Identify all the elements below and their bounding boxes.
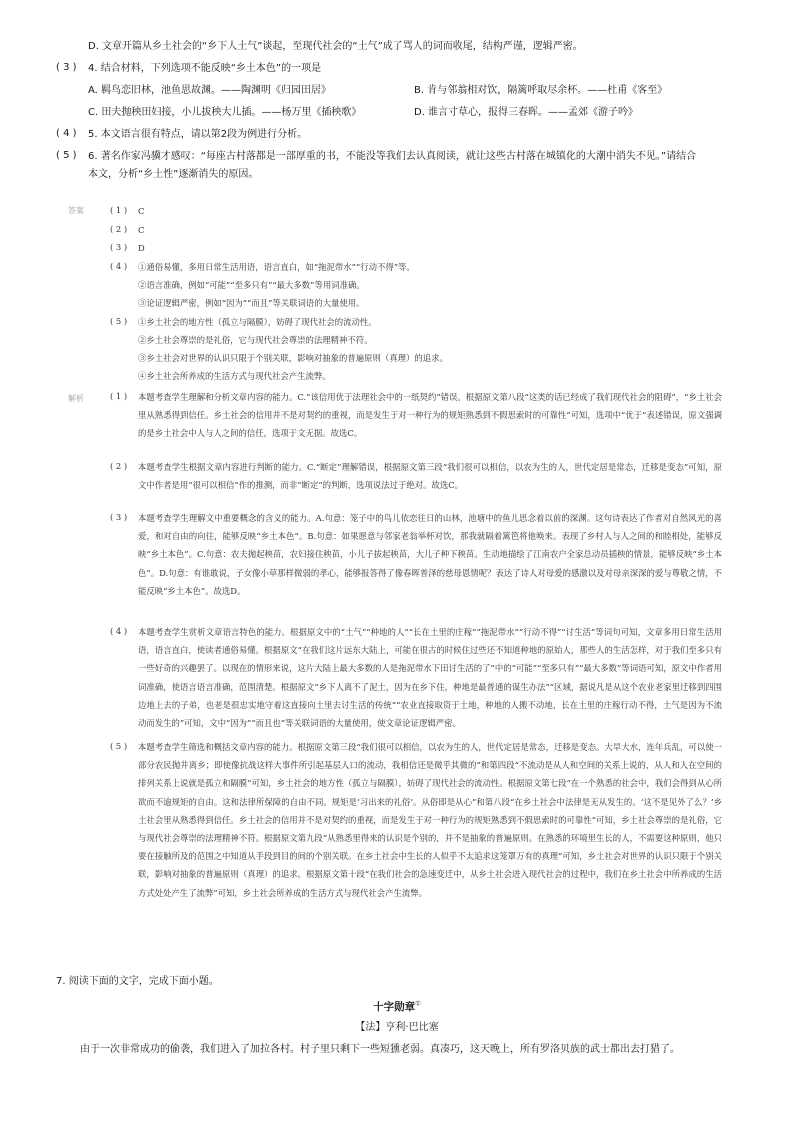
analysis-number: ( 2 ) (110, 461, 128, 471)
subquestion-number: ( 4 ) (56, 128, 77, 139)
option-c: C. 田夫抛秧田妇接，小儿拔秧大儿插。——杨万里《插秧歌》 (88, 107, 362, 118)
story-title (0, 999, 794, 1014)
question-text-line2: 本文，分析“乡土性”逐渐消失的原因。 (88, 169, 259, 180)
answer-text: D (138, 243, 145, 253)
option-b: B. 肯与邻翁相对饮，隔篱呼取尽余杯。——杜甫《客至》 (414, 85, 668, 96)
analysis-number: ( 1 ) (110, 391, 128, 401)
analysis-number: ( 4 ) (110, 626, 128, 636)
question-text-line1: 6. 著名作家冯骥才感叹：“每座古村落都是一部厚重的书，不能没等我们去认真阅读，就让这些古村落在城镇化的大潮中消失不见。”请结合 (88, 151, 697, 162)
answer-text: ①乡土社会的地方性（孤立与隔膜），妨碍了现代社会的流动性。 (138, 317, 377, 327)
answer-text: ④乡土社会所养成的生活方式与现代社会产生流弊。 (138, 371, 331, 381)
answer-number: ( 3 ) (110, 242, 128, 252)
answer-tag: 答案 (68, 206, 84, 215)
question-text: 5. 本文语言很有特点，请以第2段为例进行分析。 (88, 129, 308, 140)
analysis-text: 本题考查学生筛选和概括文章内容的能力。根据原文第三段“我们很可以相信，以农为生的人，世代定居是常态，迁移是变态。大旱大水，连年兵乱，可以使一部分农民抛井离乡；即使像抗战这样大事件所引起基层人口的流动，我相信还是微乎其微的”和第四段“不流动是从人和空间的关系上说的，从人和人在空间的排列关系上说就是孤立和隔膜”可知，乡土社会的地方性（孤立与隔膜），妨碍了现代社会的流动性。根据原文第七段“在一个熟悉的社会中，我们会得到从心所欲而不逾规矩的自由。这和法律所保障的自由不同。规矩是‘习出来的礼俗’。从俗即是从心”和第八段“在乡土社会中法律是无从发生的。‘这不是见外了么？’乡土社会里从熟悉得到信任。乡土社会的信用并不是对契约的重视，而是发生于对一种行为的规矩熟悉到不假思索时的可靠性”可知，乡土社会尊崇的是礼俗，它与现代社会尊崇的法理精神不符。根据原文第九段“从熟悉里得来的认识是个别的，并不是抽象的普遍原则。在熟悉的环境里生长的人，不需要这种原则，他只要在接触所及的范围之中知道从手段到目的间的个别关联。在乡土社会中生长的人似乎不太追求这笼罩万有的真理”可知，乡土社会对世界的认识只限于个别关联，影响对抽象的普遍原则（真理）的追求。根据原文第十段“在我们社会的急速变迁中，从乡土社会进入现代社会的过程中，我们在乡土社会中所养成的生活方式处处产生了流弊”可知，乡土社会所养成的生活方式与现代社会产生流弊。 (138, 742, 722, 898)
analysis-text: 本题考查学生理解和分析文章内容的能力。C.“该信用优于法理社会中的一纸契约”错误。根据原文第八段“这类的话已经成了我们现代社会的阻碍”，“乡土社会里从熟悉得到信任。乡土社会的信用并不是对契约的重视，而是发生于对一种行为的规矩熟悉到不假思索时的可靠性”可知，选项中“优于”表述错误，原文强调的是乡土社会中人与人之间的信任，选项于文无据。故选C。 (138, 392, 722, 439)
subquestion-number: ( 5 ) (56, 150, 77, 161)
answer-number: ( 1 ) (110, 205, 128, 215)
answer-text: ②语言准确，例如“可能”“至多只有”“最大多数”等用词准确。 (138, 280, 365, 290)
footnote-marker: ① (415, 999, 421, 1008)
story-first-line: 由于一次非常成功的偷袭，我们进入了加拉各村。村子里只剩下一些短獯老弱。真凑巧，这天晚上，所有罗洛贝族的武士都出去打猎了。 (80, 1044, 680, 1055)
answer-text: ③乡土社会对世界的认识只限于个别关联，影响对抽象的普遍原则（真理）的追求。 (138, 353, 448, 363)
question-text: 4. 结合材料，下列选项不能反映“乡土本色”的一项是 (88, 63, 322, 74)
answer-number: ( 5 ) (110, 316, 128, 326)
answer-text: ③论证逻辑严密，例如“因为”“而且”等关联词语的大量使用。 (138, 298, 365, 308)
analysis-number: ( 3 ) (110, 512, 128, 522)
analysis-text: 本题考查学生理解文中重要概念的含义的能力。A.句意：笼子中的鸟儿依恋往日的山林，池塘中的鱼儿思念着以前的深渊。这句诗表达了作者对自然风光的喜爱，和对自由的向往，能够反映“乡土本色”。B.句意：如果愿意与邻家老翁举杯对饮，那我就隔着篱笆将他唤来。表现了乡村人与人之间的和睦相处，能够反映“乡土本色”。C.句意：农夫抛起秧苗，农妇接住秧苗，小儿子拔起秧苗，大儿子种下秧苗。生动地描绘了江南农户全家总动员插秧的情景，能够反映“乡土本色”。D.句意：有谁敢说，子女像小草那样微弱的孝心，能够报答得了像春晖普泽的慈母恩情呢？表达了诗人对母爱的感激以及对母亲深深的爱与尊敬之情，不能反映“乡土本色”。故选D。 (138, 513, 722, 596)
answer-text: C (138, 225, 145, 235)
next-question-heading: 7. 阅读下面的文字，完成下面小题。 (56, 976, 219, 987)
answer-text: C (138, 206, 145, 216)
option-d: D. 谁言寸草心，报得三春晖。——孟郊《游子吟》 (414, 107, 639, 118)
analysis-text: 本题考查学生根据文章内容进行判断的能力。C.“断定”理解错误，根据原文第三段“我们很可以相信，以农为生的人，世代定居是常态，迁移是变态”可知，原文中作者是用“很可以相信”作的推测，而非“断定”的判断，选项说法过于绝对。故选C。 (138, 462, 722, 491)
answer-text: ①通俗易懂，多用日常生活用语，语言直白，如“拖泥带水”“行动不得”等。 (138, 262, 415, 272)
analysis-tag: 解析 (68, 394, 84, 403)
option-d-line: D. 文章开篇从乡土社会的“乡下人土气”谈起，至现代社会的“土气”成了骂人的词而收尾，结构严谨，逻辑严密。 (88, 41, 583, 52)
analysis-text: 本题考查学生赏析文章语言特色的能力。根据原文中的“土气”“种地的人”“长在土里的庄稼”“拖泥带水”“行动不得”“讨生活”等词句可知，文章多用日常生活用语，语言直白，使读者通俗易懂。根据原文“在我们这片远东大陆上，可能在很古的时候住过些还不知道种地的原始人，那些人的生活怎样，对于我们至多只有一些好奇的兴趣罢了。以现在的情形来说，这片大陆上最大多数的人是拖泥带水下田讨生活的了”中的“可能”“至多只有”“最大多数”等词语可知，原文中作者用词准确，使语言语言准确，范围清楚。根据原文“乡下人离不了泥土，因为在乡下住，种地是最普通的谋生办法”“区域，据说凡是从这个农业老家里迁移到四围边地上去的子弟，也老是很忠实地守着这直接向土里去讨生活的传统”“农业直接取资于土地，种地的人搬不动地，长在土里的庄稼行动不得，土气是因为不流动而发生的”可知，文中“因为”“而且也”等关联词语的大量使用，使文章论证逻辑严密。 (138, 627, 722, 729)
answer-text: ②乡土社会尊崇的是礼俗，它与现代社会尊崇的法理精神不符。 (138, 335, 373, 345)
story-author: 【法】亨利·巴比塞 (355, 1022, 439, 1033)
analysis-number: ( 5 ) (110, 741, 128, 751)
answer-number: ( 4 ) (110, 261, 128, 271)
answer-number: ( 2 ) (110, 224, 128, 234)
option-a: A. 羁鸟恋旧林，池鱼思故渊。——陶渊明《归园田居》 (88, 85, 332, 96)
story-title-text: 十字勋章 (373, 1001, 416, 1013)
subquestion-number: ( 3 ) (56, 62, 77, 73)
